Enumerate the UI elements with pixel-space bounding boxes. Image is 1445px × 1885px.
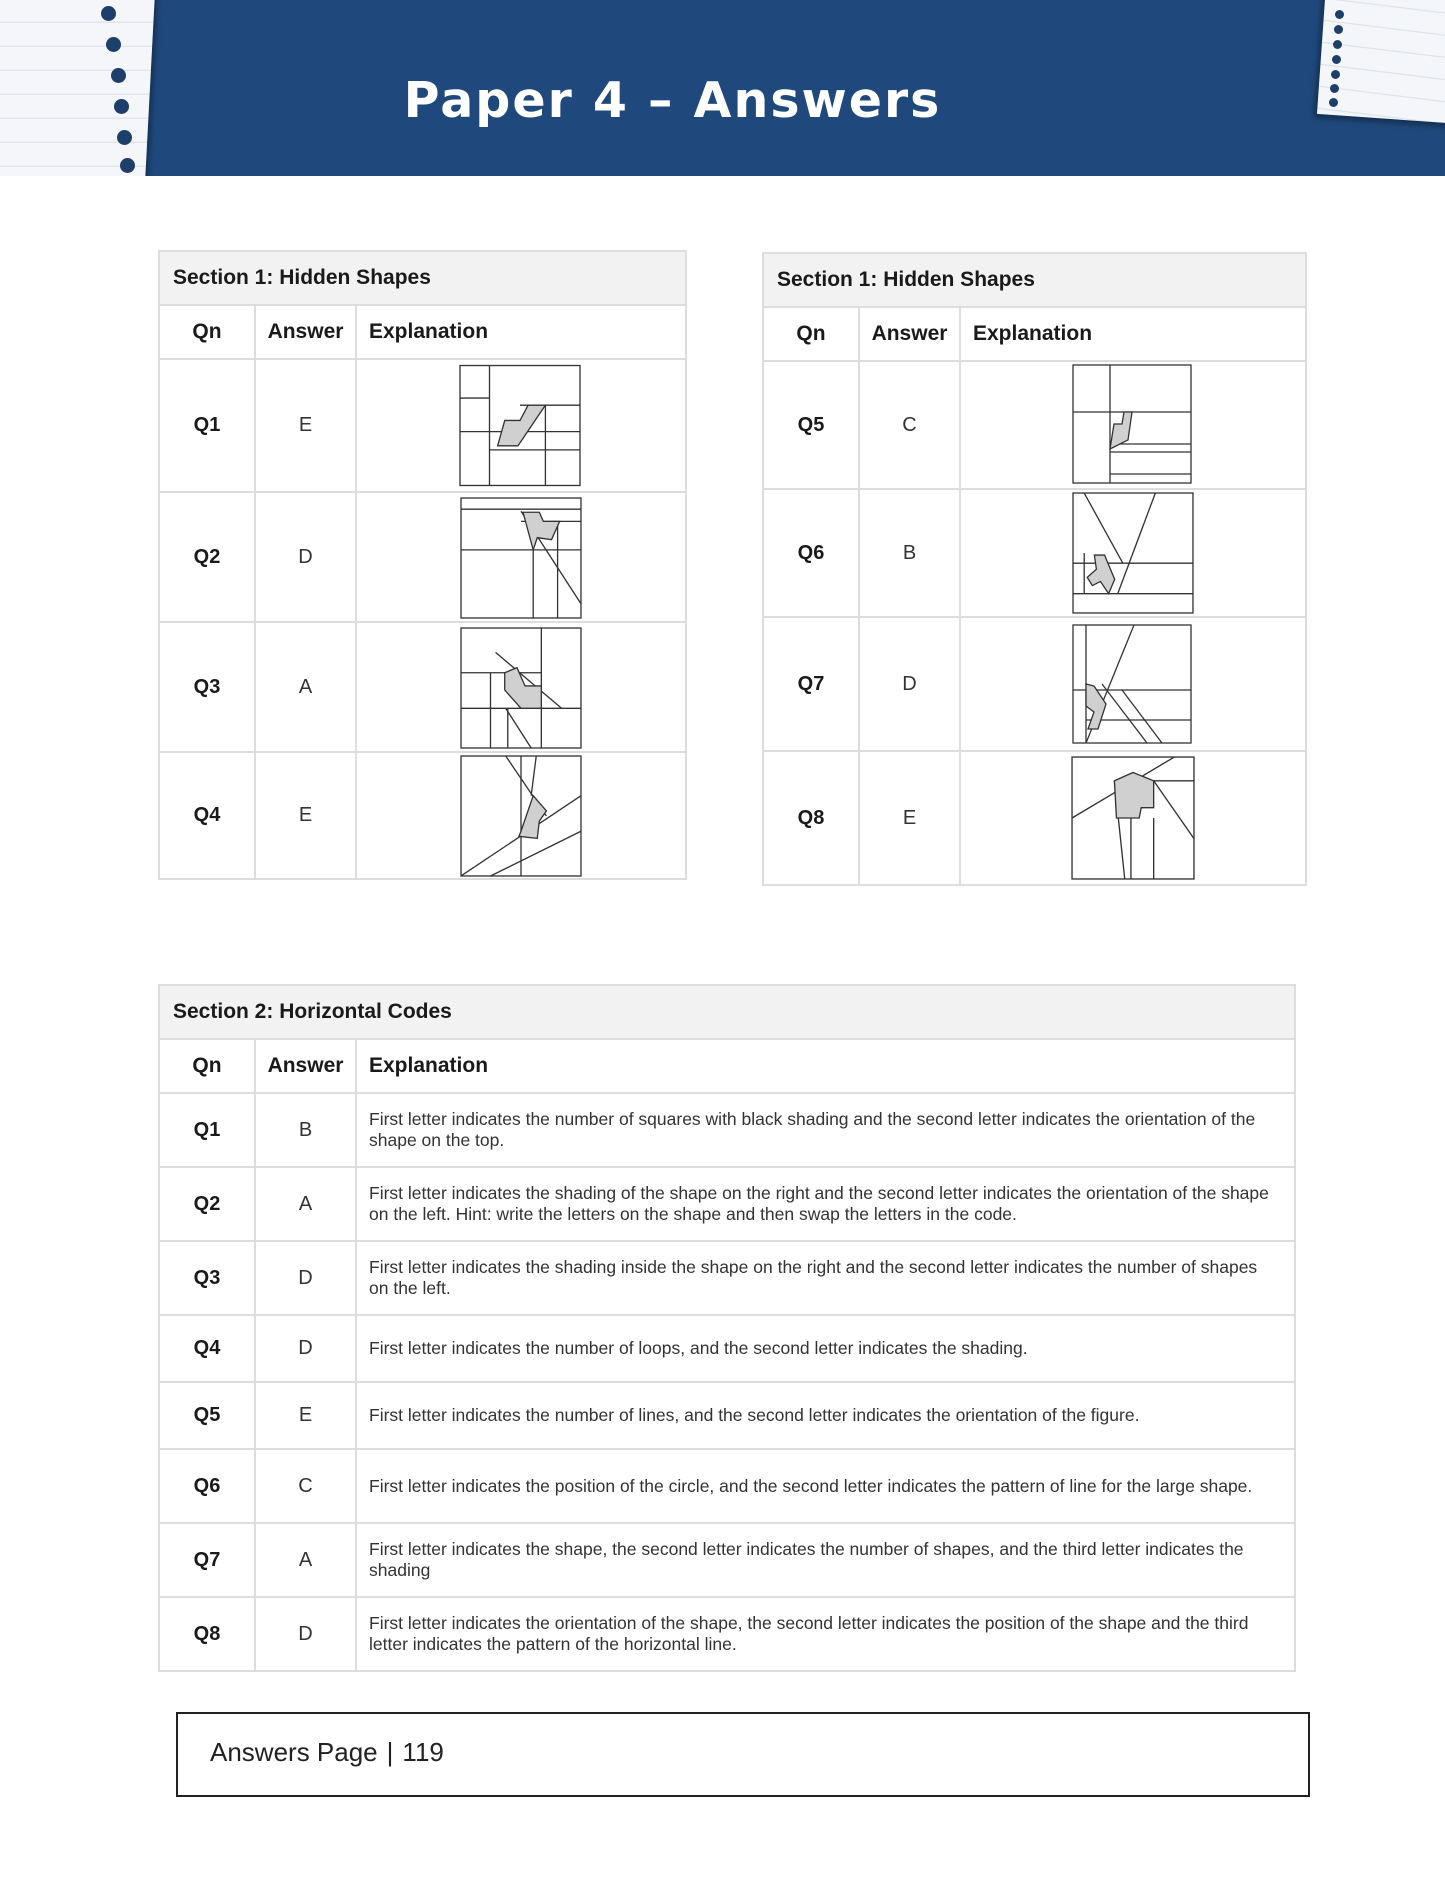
column-header-qn: Qn	[159, 1039, 255, 1093]
table-row	[159, 1597, 1295, 1671]
table-row	[159, 1449, 1295, 1523]
question-number: Q8	[763, 751, 859, 885]
explanation-figure-cell	[960, 751, 1306, 885]
table-row	[159, 1241, 1295, 1315]
table-row	[159, 1523, 1295, 1597]
answer-letter: E	[255, 359, 356, 492]
column-header-explanation: Explanation	[356, 1039, 1295, 1093]
table-row	[159, 1315, 1295, 1382]
table-header-row	[159, 305, 686, 359]
column-header-answer: Answer	[255, 1039, 356, 1093]
hidden-shape-figure	[460, 755, 582, 877]
question-number: Q5	[159, 1382, 255, 1449]
hidden-shape-figure	[1072, 624, 1192, 744]
question-number: Q1	[159, 1093, 255, 1167]
question-number: Q7	[159, 1523, 255, 1597]
question-number: Q1	[159, 359, 255, 492]
hidden-shape-figure	[460, 627, 582, 749]
explanation-figure-cell	[356, 359, 686, 492]
table-row	[159, 1382, 1295, 1449]
table-row	[159, 492, 686, 622]
answer-letter: B	[859, 489, 960, 617]
explanation-text: First letter indicates the orientation of the shape, the second letter indicates the position of the shape and the third letter indicates the pattern of the horizontal line.	[356, 1597, 1295, 1671]
explanation-text: First letter indicates the number of squares with black shading and the second letter indicates the orientation of the shape on the top.	[356, 1093, 1295, 1167]
question-number: Q6	[159, 1449, 255, 1523]
answer-letter: D	[859, 617, 960, 751]
question-number: Q4	[159, 752, 255, 879]
hidden-shapes-table-right	[762, 252, 1307, 886]
explanation-text: First letter indicates the number of lines, and the second letter indicates the orientation of the figure.	[356, 1382, 1295, 1449]
answer-letter: D	[255, 1315, 356, 1382]
header-banner	[0, 0, 1445, 176]
table-row	[159, 622, 686, 752]
explanation-figure-cell	[960, 617, 1306, 751]
column-header-explanation: Explanation	[960, 307, 1306, 361]
footer-label: Answers Page	[210, 1737, 378, 1767]
hidden-shape-figure	[459, 364, 581, 487]
explanation-text: First letter indicates the number of loops, and the second letter indicates the shading.	[356, 1315, 1295, 1382]
table-header-row	[763, 307, 1306, 361]
horizontal-codes-table	[158, 984, 1296, 1672]
hidden-shape-figure	[1072, 364, 1192, 484]
page-number: 119	[402, 1737, 444, 1767]
column-header-qn: Qn	[159, 305, 255, 359]
answer-letter: C	[255, 1449, 356, 1523]
question-number: Q5	[763, 361, 859, 489]
hidden-shape-figure	[460, 497, 582, 619]
answer-letter: D	[255, 1241, 356, 1315]
answer-letter: A	[255, 1167, 356, 1241]
table-row	[159, 359, 686, 492]
table-row	[763, 361, 1306, 489]
answer-letter: C	[859, 361, 960, 489]
page-title: Paper 4 – Answers	[403, 72, 942, 129]
hidden-shape-figure	[1071, 756, 1195, 880]
section-title: Section 1: Hidden Shapes	[159, 251, 686, 305]
explanation-figure-cell	[356, 622, 686, 752]
hidden-shapes-table-left	[158, 250, 687, 880]
explanation-figure-cell	[356, 752, 686, 879]
explanation-figure-cell	[356, 492, 686, 622]
table-row	[159, 752, 686, 879]
column-header-qn: Qn	[763, 307, 859, 361]
answer-letter: E	[255, 752, 356, 879]
question-number: Q7	[763, 617, 859, 751]
answer-letter: E	[859, 751, 960, 885]
question-number: Q8	[159, 1597, 255, 1671]
answer-letter: A	[255, 622, 356, 752]
answer-letter: A	[255, 1523, 356, 1597]
explanation-text: First letter indicates the position of the circle, and the second letter indicates the pattern of line for the large shape.	[356, 1449, 1295, 1523]
table-row	[159, 1167, 1295, 1241]
table-row	[763, 751, 1306, 885]
footer-separator: |	[386, 1737, 394, 1767]
explanation-text: First letter indicates the shading of the shape on the right and the second letter indicates the orientation of the shape on the left. Hint: write the letters on the shape and then swap the letters in the code.	[356, 1167, 1295, 1241]
column-header-explanation: Explanation	[356, 305, 686, 359]
question-number: Q3	[159, 622, 255, 752]
explanation-text: First letter indicates the shading inside the shape on the right and the second letter indicates the number of shapes on the left.	[356, 1241, 1295, 1315]
column-header-answer: Answer	[859, 307, 960, 361]
question-number: Q2	[159, 492, 255, 622]
answer-letter: D	[255, 492, 356, 622]
answer-letter: B	[255, 1093, 356, 1167]
page-footer	[210, 1737, 444, 1768]
explanation-text: First letter indicates the shape, the second letter indicates the number of shapes, and the third letter indicates the shading	[356, 1523, 1295, 1597]
explanation-figure-cell	[960, 489, 1306, 617]
answer-letter: E	[255, 1382, 356, 1449]
question-number: Q6	[763, 489, 859, 617]
table-row	[159, 1093, 1295, 1167]
question-number: Q3	[159, 1241, 255, 1315]
hidden-shape-figure	[1072, 492, 1194, 614]
explanation-figure-cell	[960, 361, 1306, 489]
table-header-row	[159, 1039, 1295, 1093]
question-number: Q4	[159, 1315, 255, 1382]
table-row	[763, 617, 1306, 751]
section-title: Section 1: Hidden Shapes	[763, 253, 1306, 307]
question-number: Q2	[159, 1167, 255, 1241]
section-title: Section 2: Horizontal Codes	[159, 985, 1295, 1039]
answer-letter: D	[255, 1597, 356, 1671]
column-header-answer: Answer	[255, 305, 356, 359]
table-row	[763, 489, 1306, 617]
